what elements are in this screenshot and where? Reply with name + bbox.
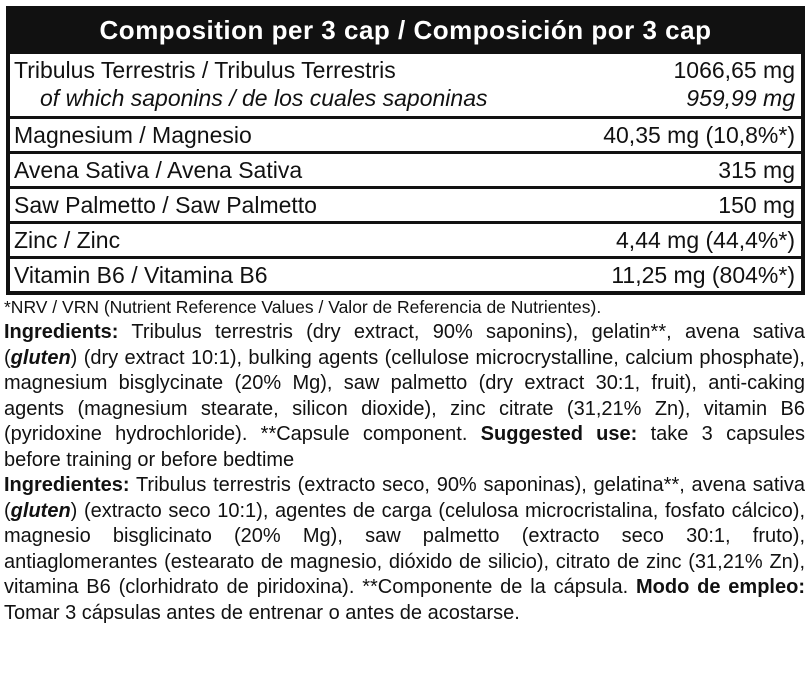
table-row-tribulus (10, 51, 801, 116)
usage-heading: Modo de empleo: (635, 576, 805, 598)
ingredient-amount: 40,35 mg (10,8%*) (603, 121, 795, 148)
ingredient-amount: 315 mg (718, 156, 795, 183)
table-row-zinc (10, 221, 801, 256)
label-notes (4, 296, 805, 626)
ingredient-amount: 150 mg (718, 191, 795, 218)
nrv-footnote: *NRV / VRN (Nutrient Reference Values / Valor de Referencia de Nutrientes). (4, 297, 602, 317)
table-row-magnesium (10, 116, 801, 151)
sub-ingredient-amount: 959,99 mg (686, 84, 795, 111)
composition-table (6, 6, 805, 295)
ingredients-heading: Ingredientes: (4, 474, 130, 496)
ingredient-amount: 1066,65 mg (673, 56, 795, 83)
ingredient-name: Zinc / Zinc (14, 226, 121, 253)
spanish-ingredients (4, 473, 805, 626)
ingredient-name: Vitamin B6 / Vitamina B6 (14, 261, 268, 288)
suggested-use-text: take 3 capsules before training or before bedtime (4, 423, 805, 471)
ingredients-heading: Ingredients: (4, 321, 119, 343)
ingredient-amount: 11,25 mg (804%*) (611, 261, 795, 288)
ingredient-name: Saw Palmetto / Saw Palmetto (14, 191, 317, 218)
table-row-avena (10, 151, 801, 186)
table-row-saw-palmetto (10, 186, 801, 221)
ingredient-name: Magnesium / Magnesio (14, 121, 252, 148)
allergen-gluten: gluten (10, 499, 71, 522)
table-title: Composition per 3 cap / Composición por 3 cap (10, 10, 801, 51)
ingredients-text: Tribulus terrestris (dry extract, 90% saponins), gelatin**, avena sativa ( (4, 321, 805, 369)
suggested-use-heading: Suggested use: (480, 423, 638, 445)
allergen-gluten: gluten (10, 346, 71, 369)
ingredients-text: ) (extracto seco 10:1), agentes de carga (celulosa microcristalina, fosfato cálcico), magnesio bisglicinato (20% Mg), saw palmetto (extracto seco 30:1, fruto), antiaglomerantes (estearato de magnesio, dióxido de silicio), citrato de zinc (31,21% Zn), vitamina B6 (clorhidrato de piridoxina). **Componente de la cápsula. (4, 499, 805, 598)
usage-text: Tomar 3 cápsulas antes de entrenar o antes de acostarse. (4, 601, 520, 624)
table-row-vitamin-b6 (10, 256, 801, 291)
ingredient-name: Tribulus Terrestris / Tribulus Terrestris (14, 56, 396, 83)
english-ingredients (4, 320, 805, 473)
sub-ingredient-name: of which saponins / de los cuales saponinas (40, 84, 488, 111)
ingredients-text: ) (dry extract 10:1), bulking agents (cellulose microcrystalline, calcium phosphate), magnesium bisglycinate (20% Mg), saw palmetto (dry extract 30:1, fruit), anti-caking agents (magnesium stearate, silicon dioxide), zinc citrate (31,21% Zn), vitamin B6 (pyridoxine hydrochloride). **Capsule component. (4, 346, 805, 445)
ingredient-name: Avena Sativa / Avena Sativa (14, 156, 303, 183)
ingredients-text: Tribulus terrestris (extracto seco, 90% saponinas), gelatina**, avena sativa ( (4, 474, 805, 522)
ingredient-amount: 4,44 mg (44,4%*) (616, 226, 795, 253)
